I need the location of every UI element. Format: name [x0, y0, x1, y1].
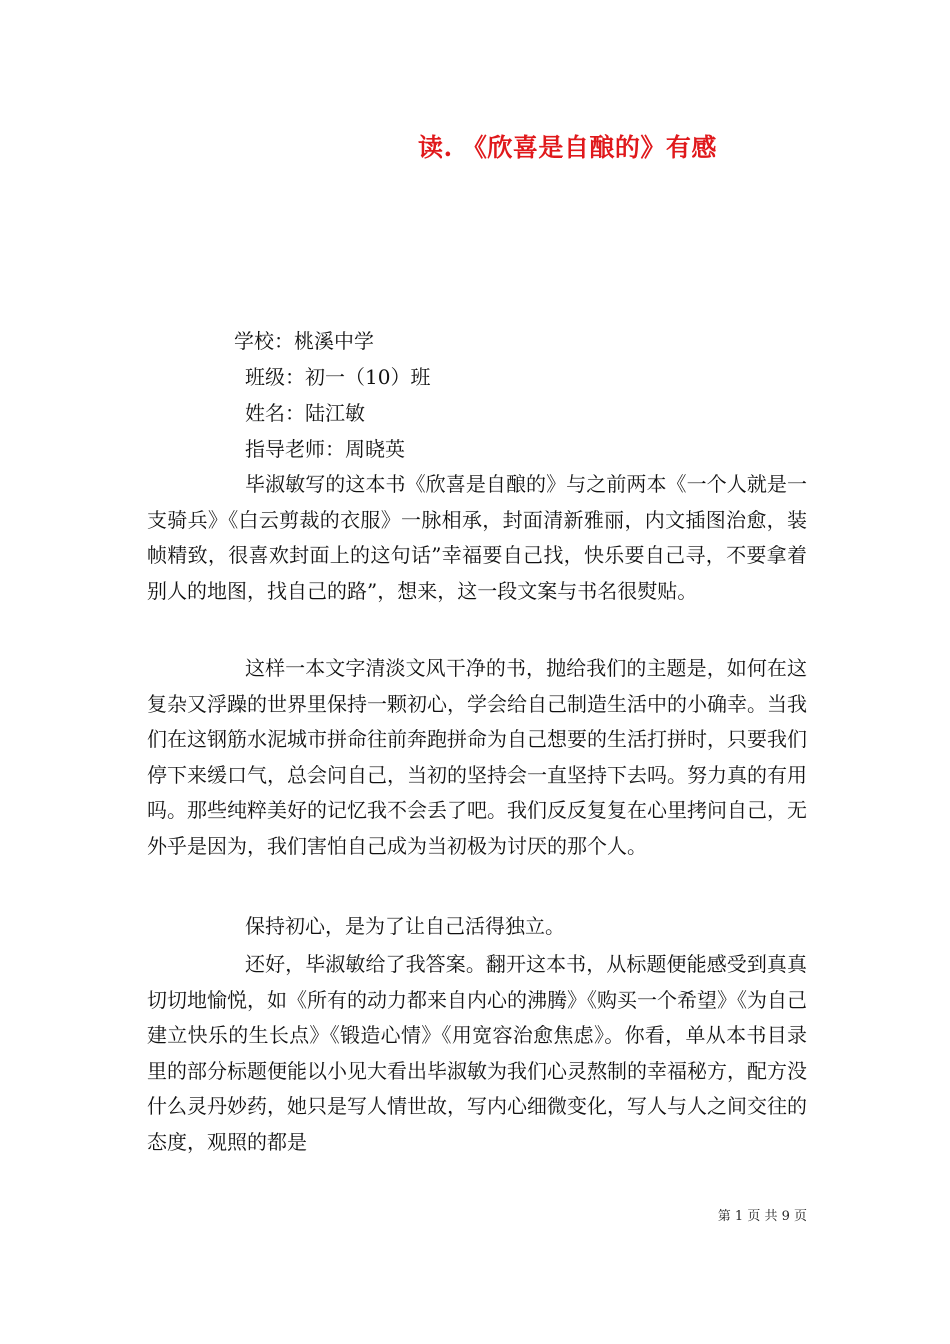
paragraph-3: 保持初心，是为了让自己活得独立。	[245, 914, 565, 938]
page-footer: 第 1 页 共 9 页	[717, 1209, 807, 1224]
teacher-line: 指导老师：周晓英	[245, 437, 405, 461]
paragraph-4: 还好，毕淑敏给了我答案。翻开这本书，从标题便能感受到真真切切地愉悦，如《所有的动力都来自内心的沸腾》《购买一个希望》《为自己建立快乐的生长点》《锻造心情》《用宽容治愈焦虑》。你看，单从本书目录里的部分标题便能以小见大看出毕淑敏为我们心灵熬制的幸福秘方，配方没什么灵丹妙药，她只是写人情世故，写内心细微变化，写人与人之间交往的态度，观照的都是	[147, 952, 807, 1154]
school-line: 学校：桃溪中学	[234, 329, 374, 353]
name-line: 姓名：陆江敏	[245, 401, 365, 425]
document-title: 读. 《欣喜是自酿的》有感	[418, 133, 717, 162]
class-line: 班级：初一（10）班	[245, 365, 431, 389]
paragraph-2: 这样一本文字清淡文风干净的书，抛给我们的主题是，如何在这复杂又浮躁的世界里保持一颗初心，学会给自己制造生活中的小确幸。当我们在这钢筋水泥城市拼命往前奔跑拼命为自己想要的生活打拼时，只要我们停下来缓口气，总会问自己，当初的坚持会一直坚持下去吗。努力真的有用吗。那些纯粹美好的记忆我不会丢了吧。我们反反复复在心里拷问自己，无外乎是因为，我们害怕自己成为当初极为讨厌的那个人。	[147, 656, 807, 858]
paragraph-1: 毕淑敏写的这本书《欣喜是自酿的》与之前两本《一个人就是一支骑兵》《白云剪裁的衣服》一脉相承，封面清新雅丽，内文插图治愈，装帧精致，很喜欢封面上的这句话”幸福要自己找，快乐要自己寻，不要拿着别人的地图，找自己的路”，想来，这一段文案与书名很熨贴。	[147, 472, 807, 603]
